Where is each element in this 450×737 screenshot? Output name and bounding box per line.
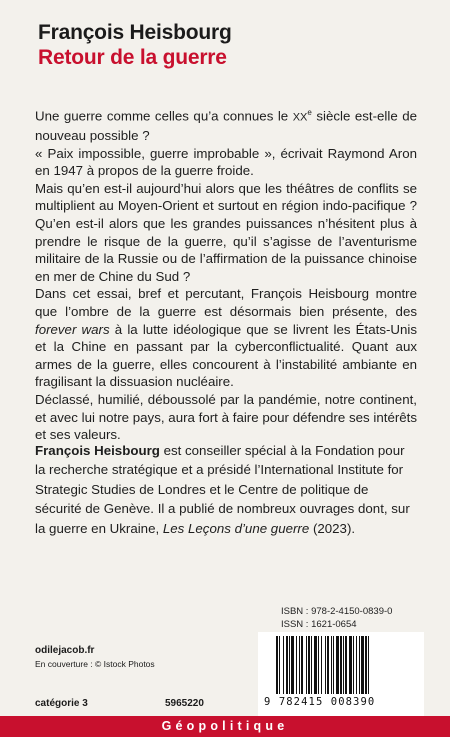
forever-wars-italic: forever wars [35,321,110,337]
isbn-number: ISBN : 978-2-4150-0839-0 [281,606,393,617]
blurb-paragraph-4: Dans cet essai, bref et percutant, François Heisbourg montre que l’ombre de la guerre est désormais bien présente, des forever wars à la lutte idéologique que se livrent les États-Unis et la Chine en passant par la cyberconflictualité. Quant aux armes de la guerre, elles concourent à l’instabilité ambiante en fragilisant la dissuasion nucléaire. [35,286,417,390]
barcode [258,632,424,716]
author-bio: François Heisbourg est conseiller spécial à la Fondation pour la recherche stratégique et a présidé l’International Institute for Strategic Studies de Londres et le Centre de politique de sécurité de Genève. Il a publié de nombreux ouvrages dont, sur la guerre en Ukraine, Les Leçons d’une guerre (2023). [35,443,410,536]
bio-book-title: Les Leçons d’une guerre [162,520,310,536]
series-banner: Géopolitique [0,716,450,737]
bio-author-name: François Heisbourg [35,443,160,458]
blurb-paragraph-1: Une guerre comme celles qu’a connues le XXe siècle est-elle de nouveau possible ? [35,108,418,144]
price-category: catégorie 3 [35,698,88,709]
blurb-paragraph-2: « Paix impossible, guerre improbable », écrivait Raymond Aron en 1947 à propos de la guerre froide. [35,145,417,179]
barcode-bars-icon [276,636,406,694]
issn-number: ISSN : 1621-0654 [281,618,357,630]
back-cover-blurb [35,104,417,444]
century-numeral: XX [292,111,308,124]
cover-credit: En couverture : © Istock Photos [35,659,155,669]
blurb-paragraph-3: Mais qu’en est-il aujourd’hui alors que les théâtres de conflits se multiplient au Moyen-Orient et surtout en région indo-pacifique ? Qu’en est-il alors que les grandes puissances n’hésitent plus à prendre le risque de la guerre, qu’il s’agisse de l’aventurisme militaire de la Russie ou de l’affirmation de la puissance chinoise en mer de Chine du Sud ? [35,180,417,284]
publisher-website[interactable]: odilejacob.fr [35,645,95,656]
book-title: Retour de la guerre [38,46,227,69]
barcode-digits: 9 782415 008390 [264,696,376,708]
blurb-paragraph-5: Déclassé, humilié, déboussolé par la pandémie, notre continent, et avec lui notre pays, aura fort à faire pour défendre ses intérêts et ses valeurs. [35,391,417,443]
product-code: 5965220 [165,698,204,709]
author-name: François Heisbourg [38,21,232,44]
isbn-block [281,606,392,631]
